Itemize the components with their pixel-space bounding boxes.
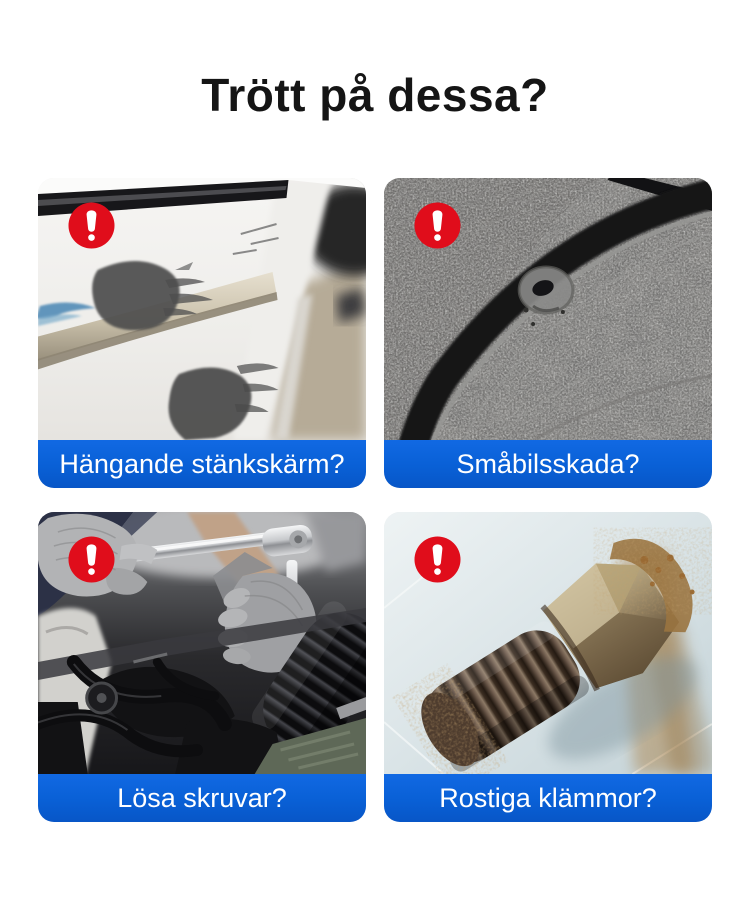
- warning-badge: [68, 202, 115, 249]
- card-caption: [38, 774, 366, 822]
- card-rusty-clamps: [384, 512, 712, 822]
- photo-rusty-bolt-closeup: [384, 512, 712, 774]
- photo-mechanic-wrench-engine-bay: [38, 512, 366, 774]
- exclamation-circle-icon: [414, 202, 461, 249]
- card-caption: [38, 440, 366, 488]
- card-caption: [384, 774, 712, 822]
- card-caption-label: Rostiga klämmor?: [439, 783, 657, 813]
- exclamation-circle-icon: [414, 536, 461, 583]
- warning-badge: [68, 536, 115, 583]
- photo-scratched-white-car-bumper: [38, 178, 366, 440]
- card-hanging-fender: [38, 178, 366, 488]
- photo-fender-liner-hole-damage: [384, 178, 712, 440]
- card-loose-screws: [38, 512, 366, 822]
- warning-badge: [414, 202, 461, 249]
- card-caption: [384, 440, 712, 488]
- exclamation-circle-icon: [68, 202, 115, 249]
- card-caption-label: Småbilsskada?: [456, 449, 640, 479]
- warning-badge: [414, 536, 461, 583]
- card-grid: [38, 178, 712, 822]
- page-title: Trött på dessa?: [201, 69, 549, 121]
- card-small-car-damage: [384, 178, 712, 488]
- exclamation-circle-icon: [68, 536, 115, 583]
- card-caption-label: Lösa skruvar?: [117, 783, 287, 813]
- card-caption-label: Hängande stänkskärm?: [59, 449, 345, 479]
